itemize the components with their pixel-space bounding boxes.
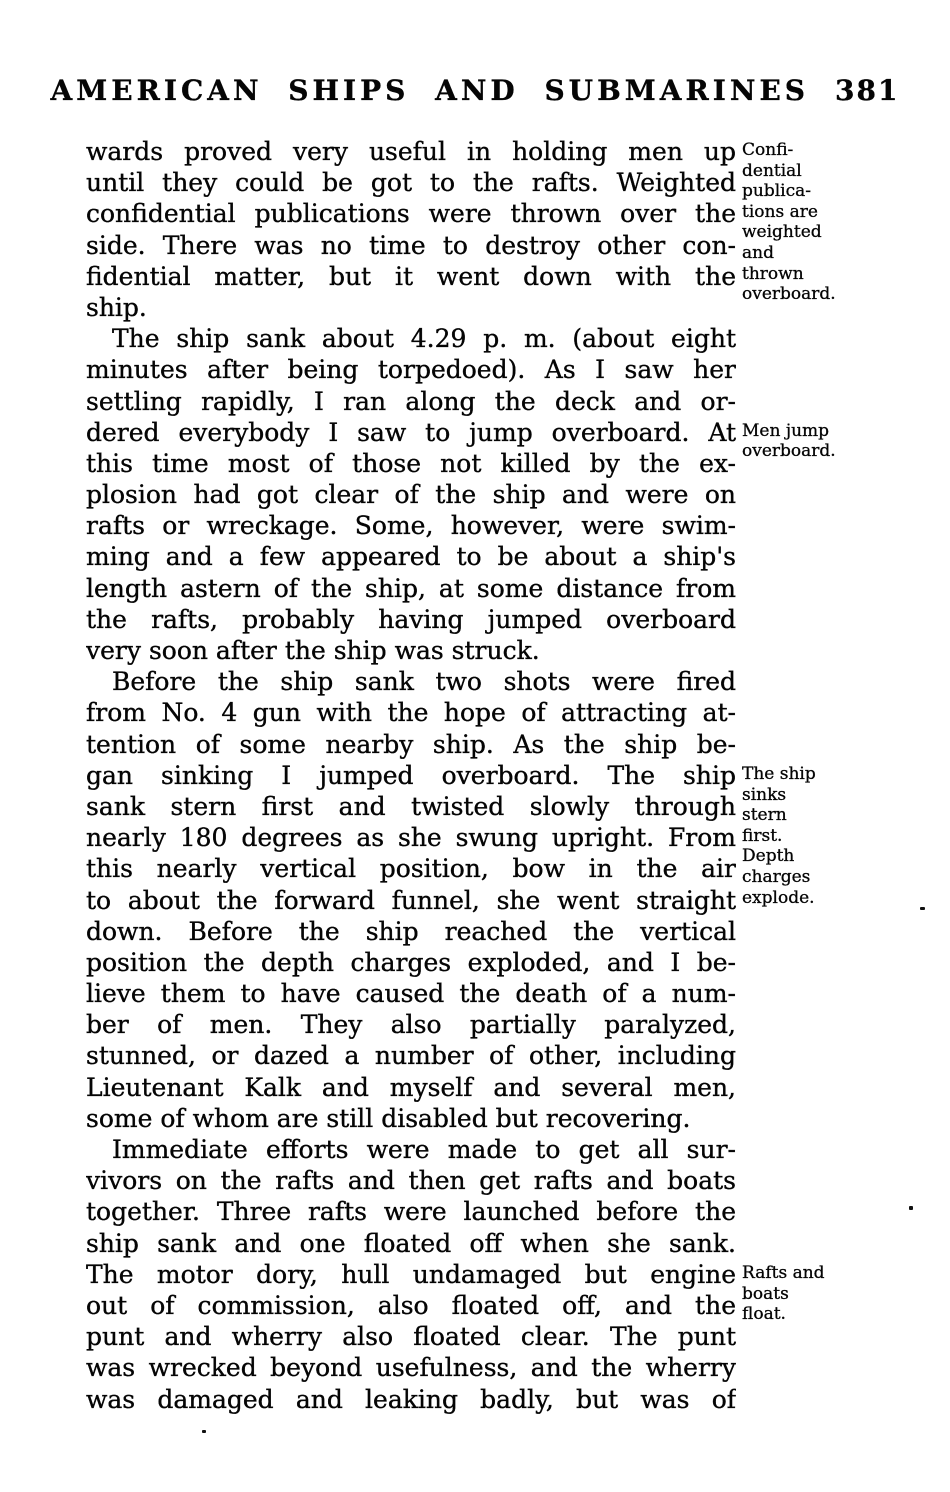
text-line: ship.: [86, 292, 147, 322]
margin-note-line: charges: [742, 866, 811, 887]
margin-note-line: tions are: [742, 201, 818, 222]
text-line: minutes after being torpedoed). As I saw her: [86, 355, 736, 385]
text-line: wards proved very useful in holding men up: [86, 137, 736, 166]
text-line: Before the ship sank two shots were fired: [112, 667, 736, 697]
text-line: vivors on the rafts and then get rafts and boats: [86, 1166, 736, 1196]
margin-note-line: and: [742, 242, 774, 263]
text-line: punt and wherry also floated clear. The punt: [86, 1322, 736, 1352]
margin-note-line: stern: [742, 805, 787, 826]
margin-note-line: first.: [742, 825, 783, 846]
margin-note: [742, 764, 874, 908]
margin-note-line: overboard.: [742, 284, 836, 305]
text-line: lieve them to have caused the death of a num-: [86, 979, 736, 1009]
text-line: side. There was no time to destroy other con-: [86, 230, 736, 260]
text-line: gan sinking I jumped overboard. The ship: [86, 760, 736, 790]
paragraph: [86, 323, 736, 666]
margin-note-line: float.: [742, 1304, 786, 1325]
text-line: dered everybody I saw to jump overboard. At: [86, 417, 736, 447]
text-line: settling rapidly, I ran along the deck and or-: [86, 386, 736, 416]
text-line: rafts or wreckage. Some, however, were swim-: [86, 511, 736, 541]
margin-note-line: Rafts and: [742, 1263, 825, 1284]
text-line: sank stern first and twisted slowly through: [86, 791, 736, 821]
margin-note: [742, 140, 874, 305]
text-line: was damaged and leaking badly, but was of: [86, 1384, 736, 1414]
text-line: down. Before the ship reached the vertical: [86, 916, 736, 946]
body-text: [86, 136, 736, 1415]
margin-note-line: weighted: [742, 222, 822, 243]
text-line: until they could be got to the rafts. Weighted: [86, 168, 736, 198]
margin-note-line: Confi-: [742, 140, 794, 160]
paragraph: [86, 136, 736, 323]
margin-note-line: sinks: [742, 784, 787, 805]
page-number: 381: [835, 74, 900, 107]
text-line: this nearly vertical position, bow in the air: [86, 854, 736, 884]
text-line: position the depth charges exploded, and I be-: [86, 947, 736, 977]
text-line: length astern of the ship, at some distance from: [86, 573, 736, 603]
margin-note-line: thrown: [742, 263, 804, 284]
text-line: The ship sank about 4.29 p. m. (about eight: [112, 324, 736, 354]
text-line: nearly 180 degrees as she swung upright. From: [86, 823, 736, 853]
text-line: from No. 4 gun with the hope of attracting at-: [86, 698, 736, 728]
text-line: ber of men. They also partially paralyzed,: [86, 1010, 736, 1040]
text-line: plosion had got clear of the ship and were on: [86, 480, 736, 510]
margin-note-line: boats: [742, 1283, 789, 1304]
margin-note-line: overboard.: [742, 441, 836, 462]
margin-note: [742, 421, 874, 462]
margin-note: [742, 1263, 874, 1325]
scan-speck: [202, 1430, 206, 1433]
margin-note-line: Men jump: [742, 420, 830, 441]
text-line: to about the forward funnel, she went straight: [86, 885, 736, 915]
page-header: [0, 74, 950, 107]
margin-note-line: dential: [742, 160, 802, 181]
text-line: fidential matter, but it went down with the: [86, 261, 736, 291]
margin-note-line: explode.: [742, 887, 815, 908]
text-line: ming and a few appeared to be about a ship's: [86, 542, 736, 572]
text-line: stunned, or dazed a number of other, including: [86, 1041, 736, 1071]
text-line: The motor dory, hull undamaged but engine: [86, 1259, 736, 1289]
text-line: was wrecked beyond usefulness, and the wherry: [86, 1353, 736, 1383]
margin-note-line: Depth: [742, 846, 795, 867]
paragraph: [86, 666, 736, 1134]
text-line: this time most of those not killed by the ex-: [86, 448, 736, 478]
text-line: confidential publications were thrown over the: [86, 199, 736, 229]
paragraph: [86, 1134, 736, 1415]
scan-speck: [909, 1206, 913, 1210]
text-line: Lieutenant Kalk and myself and several men,: [86, 1072, 736, 1102]
text-line: tention of some nearby ship. As the ship be-: [86, 729, 736, 759]
text-line: Immediate efforts were made to get all sur-: [112, 1135, 736, 1164]
text-line: out of commission, also floated off, and the: [86, 1290, 736, 1320]
text-line: together. Three rafts were launched before the: [86, 1197, 736, 1227]
margin-note-line: publica-: [742, 181, 811, 202]
page-title: AMERICAN SHIPS AND SUBMARINES: [50, 74, 810, 107]
text-line: some of whom are still disabled but recovering.: [86, 1103, 691, 1133]
text-line: ship sank and one floated off when she sank.: [86, 1228, 736, 1258]
margin-column: [742, 140, 874, 1440]
text-line: the rafts, probably having jumped overboard: [86, 604, 736, 634]
scan-speck: [920, 907, 925, 910]
margin-note-line: The ship: [742, 764, 816, 784]
text-line: very soon after the ship was struck.: [86, 636, 540, 665]
